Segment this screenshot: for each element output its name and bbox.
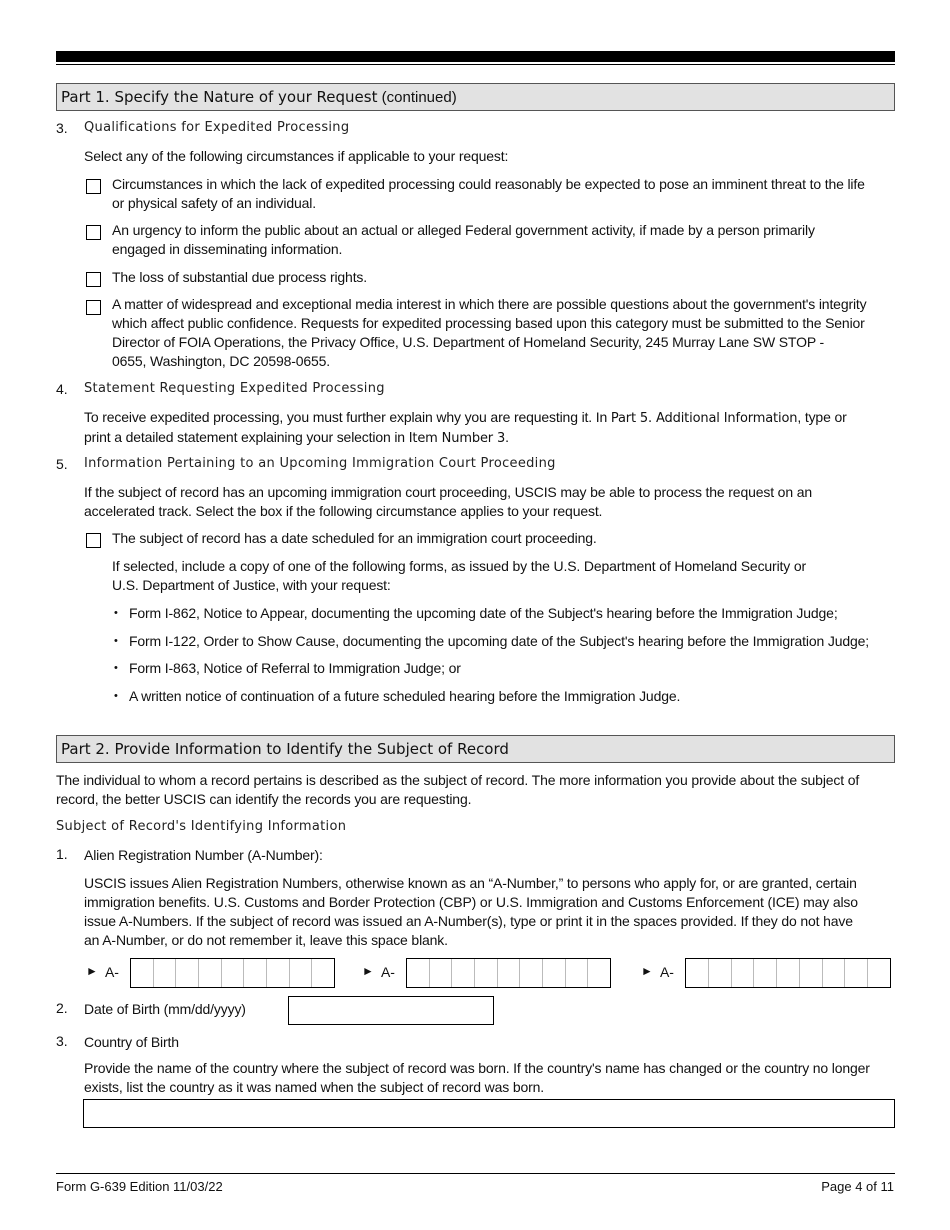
option-line: A matter of widespread and exceptional media interest in which there are possible questions about the government's integrity: [112, 296, 867, 312]
text-line: record, the better USCIS can identify the records you are requesting.: [56, 791, 472, 807]
a-number-input-2[interactable]: [406, 958, 611, 988]
expedite-option-2-checkbox[interactable]: [86, 225, 101, 240]
expedite-option-4-checkbox[interactable]: [86, 300, 101, 315]
item3-title: Qualifications for Expedited Processing: [84, 120, 350, 135]
text-line: U.S. Department of Justice, with your request:: [112, 577, 391, 593]
text-line: accelerated track. Select the box if the following circumstance applies to your request.: [84, 503, 603, 519]
text-line: Provide the name of the country where the subject of record was born. If the country's name has changed or the country no longer: [84, 1060, 870, 1076]
part2-intro: [56, 771, 859, 809]
page-number: Page 4 of 11: [821, 1179, 894, 1194]
option-line: Director of FOIA Operations, the Privacy Office, U.S. Department of Homeland Security, 245 Murray Lane SW STOP -: [112, 334, 825, 350]
text: , type or: [797, 409, 847, 425]
item5-intro: [84, 483, 812, 521]
text-line: an A-Number, or do not remember it, leave this space blank.: [84, 932, 448, 948]
arrow-right-icon: ►: [641, 964, 653, 978]
item-number: 3.: [56, 120, 68, 136]
date-of-birth-label: Date of Birth (mm/dd/yyyy): [84, 1001, 246, 1017]
a-number-label: Alien Registration Number (A-Number):: [84, 847, 323, 863]
text: To receive expedited processing, you must further explain why you are requesting it. In: [84, 409, 611, 425]
part1-header-suffix: (continued): [377, 89, 457, 106]
item4-title: Statement Requesting Expedited Processing: [84, 381, 385, 396]
expedite-option-3-label: The loss of substantial due process rights.: [112, 269, 368, 285]
option-line: or physical safety of an individual.: [112, 195, 316, 211]
item-number: 5.: [56, 456, 68, 472]
item4-line2: [84, 428, 847, 448]
item4-line1: [84, 408, 847, 428]
expedite-option-1-checkbox[interactable]: [86, 179, 101, 194]
country-of-birth-label: Country of Birth: [84, 1034, 179, 1050]
bullet-icon: •: [114, 635, 118, 647]
bullet-item: Form I-862, Notice to Appear, documenting the upcoming date of the Subject's hearing before the Immigration Judge;: [129, 605, 838, 621]
text-line: The individual to whom a record pertains is described as the subject of record. The more information you provide about the subject of: [56, 772, 860, 788]
text-line: USCIS issues Alien Registration Numbers, otherwise known as an “A-Number,” to persons who apply for, or are granted, certain: [84, 875, 857, 891]
option-line: which affect public confidence. Requests for expedited processing based upon this category must be submitted to the Senior: [112, 315, 865, 331]
text-line: If selected, include a copy of one of the following forms, as issued by the U.S. Department of Homeland Security or: [112, 558, 807, 574]
country-of-birth-description: [84, 1059, 870, 1097]
text-line: If the subject of record has an upcoming immigration court proceeding, USCIS may be able to process the request on an: [84, 484, 812, 500]
part2-header: Part 2. Provide Information to Identify the Subject of Record: [56, 735, 895, 763]
text: .: [505, 429, 509, 445]
top-rule-thin: [56, 64, 895, 65]
top-rule-thick: [56, 51, 895, 62]
item5-title: Information Pertaining to an Upcoming Immigration Court Proceeding: [84, 456, 556, 471]
item-number: 2.: [56, 1000, 68, 1016]
expedite-option-1-label: [112, 175, 865, 213]
part1-header-title: Part 1. Specify the Nature of your Request: [61, 88, 378, 106]
expedite-option-2-label: [112, 221, 815, 259]
text-line: immigration benefits. U.S. Customs and Border Protection (CBP) or U.S. Immigration and Customs Enforcement (ICE) may also: [84, 894, 858, 910]
option-line: An urgency to inform the public about an actual or alleged Federal government activity, if made by a person primarily: [112, 222, 815, 238]
expedite-option-4-label: [112, 295, 867, 371]
bullet-icon: •: [114, 662, 118, 674]
text: print a detailed statement explaining your selection in: [84, 429, 409, 445]
footer-rule: [56, 1173, 895, 1174]
expedite-option-3-checkbox[interactable]: [86, 272, 101, 287]
a-prefix: A-: [381, 964, 395, 980]
a-prefix: A-: [660, 964, 674, 980]
a-number-input-3[interactable]: [685, 958, 891, 988]
arrow-right-icon: ►: [362, 964, 374, 978]
bullet-item: A written notice of continuation of a future scheduled hearing before the Immigration Judge.: [129, 688, 681, 704]
part5-reference: Part 5. Additional Information: [610, 411, 798, 426]
a-number-description: [84, 874, 858, 950]
identifying-info-subhead: Subject of Record's Identifying Information: [56, 819, 347, 834]
date-of-birth-input[interactable]: [288, 996, 494, 1025]
item3-intro: Select any of the following circumstances if applicable to your request:: [84, 148, 509, 164]
item-number: 4.: [56, 381, 68, 397]
a-number-input-1[interactable]: [130, 958, 335, 988]
country-of-birth-input[interactable]: [83, 1099, 895, 1128]
option-line: Circumstances in which the lack of expedited processing could reasonably be expected to pose an imminent threat to the life: [112, 176, 865, 192]
court-proceeding-checkbox[interactable]: [86, 533, 101, 548]
bullet-item: Form I-863, Notice of Referral to Immigration Judge; or: [129, 660, 461, 676]
item4-text: [84, 408, 847, 448]
item-number: 3.: [56, 1033, 68, 1049]
option-line: engaged in disseminating information.: [112, 241, 343, 257]
option-line: 0655, Washington, DC 20598-0655.: [112, 353, 331, 369]
a-prefix: A-: [105, 964, 119, 980]
court-forms-note: [112, 557, 806, 595]
bullet-item: Form I-122, Order to Show Cause, documenting the upcoming date of the Subject's hearing before the Immigration Judge;: [129, 633, 869, 649]
bullet-icon: •: [114, 607, 118, 619]
item3-reference: Item Number 3: [408, 431, 506, 446]
court-proceeding-label: The subject of record has a date scheduled for an immigration court proceeding.: [112, 530, 597, 546]
bullet-icon: •: [114, 690, 118, 702]
form-edition: Form G-639 Edition 11/03/22: [56, 1179, 223, 1194]
text-line: issue A-Numbers. If the subject of record was issued an A-Number(s), type or print it in the spaces provided. If they do not have: [84, 913, 853, 929]
text-line: exists, list the country as it was named when the subject of record was born.: [84, 1079, 545, 1095]
part1-header: [56, 83, 895, 111]
arrow-right-icon: ►: [86, 964, 98, 978]
item-number: 1.: [56, 846, 68, 862]
